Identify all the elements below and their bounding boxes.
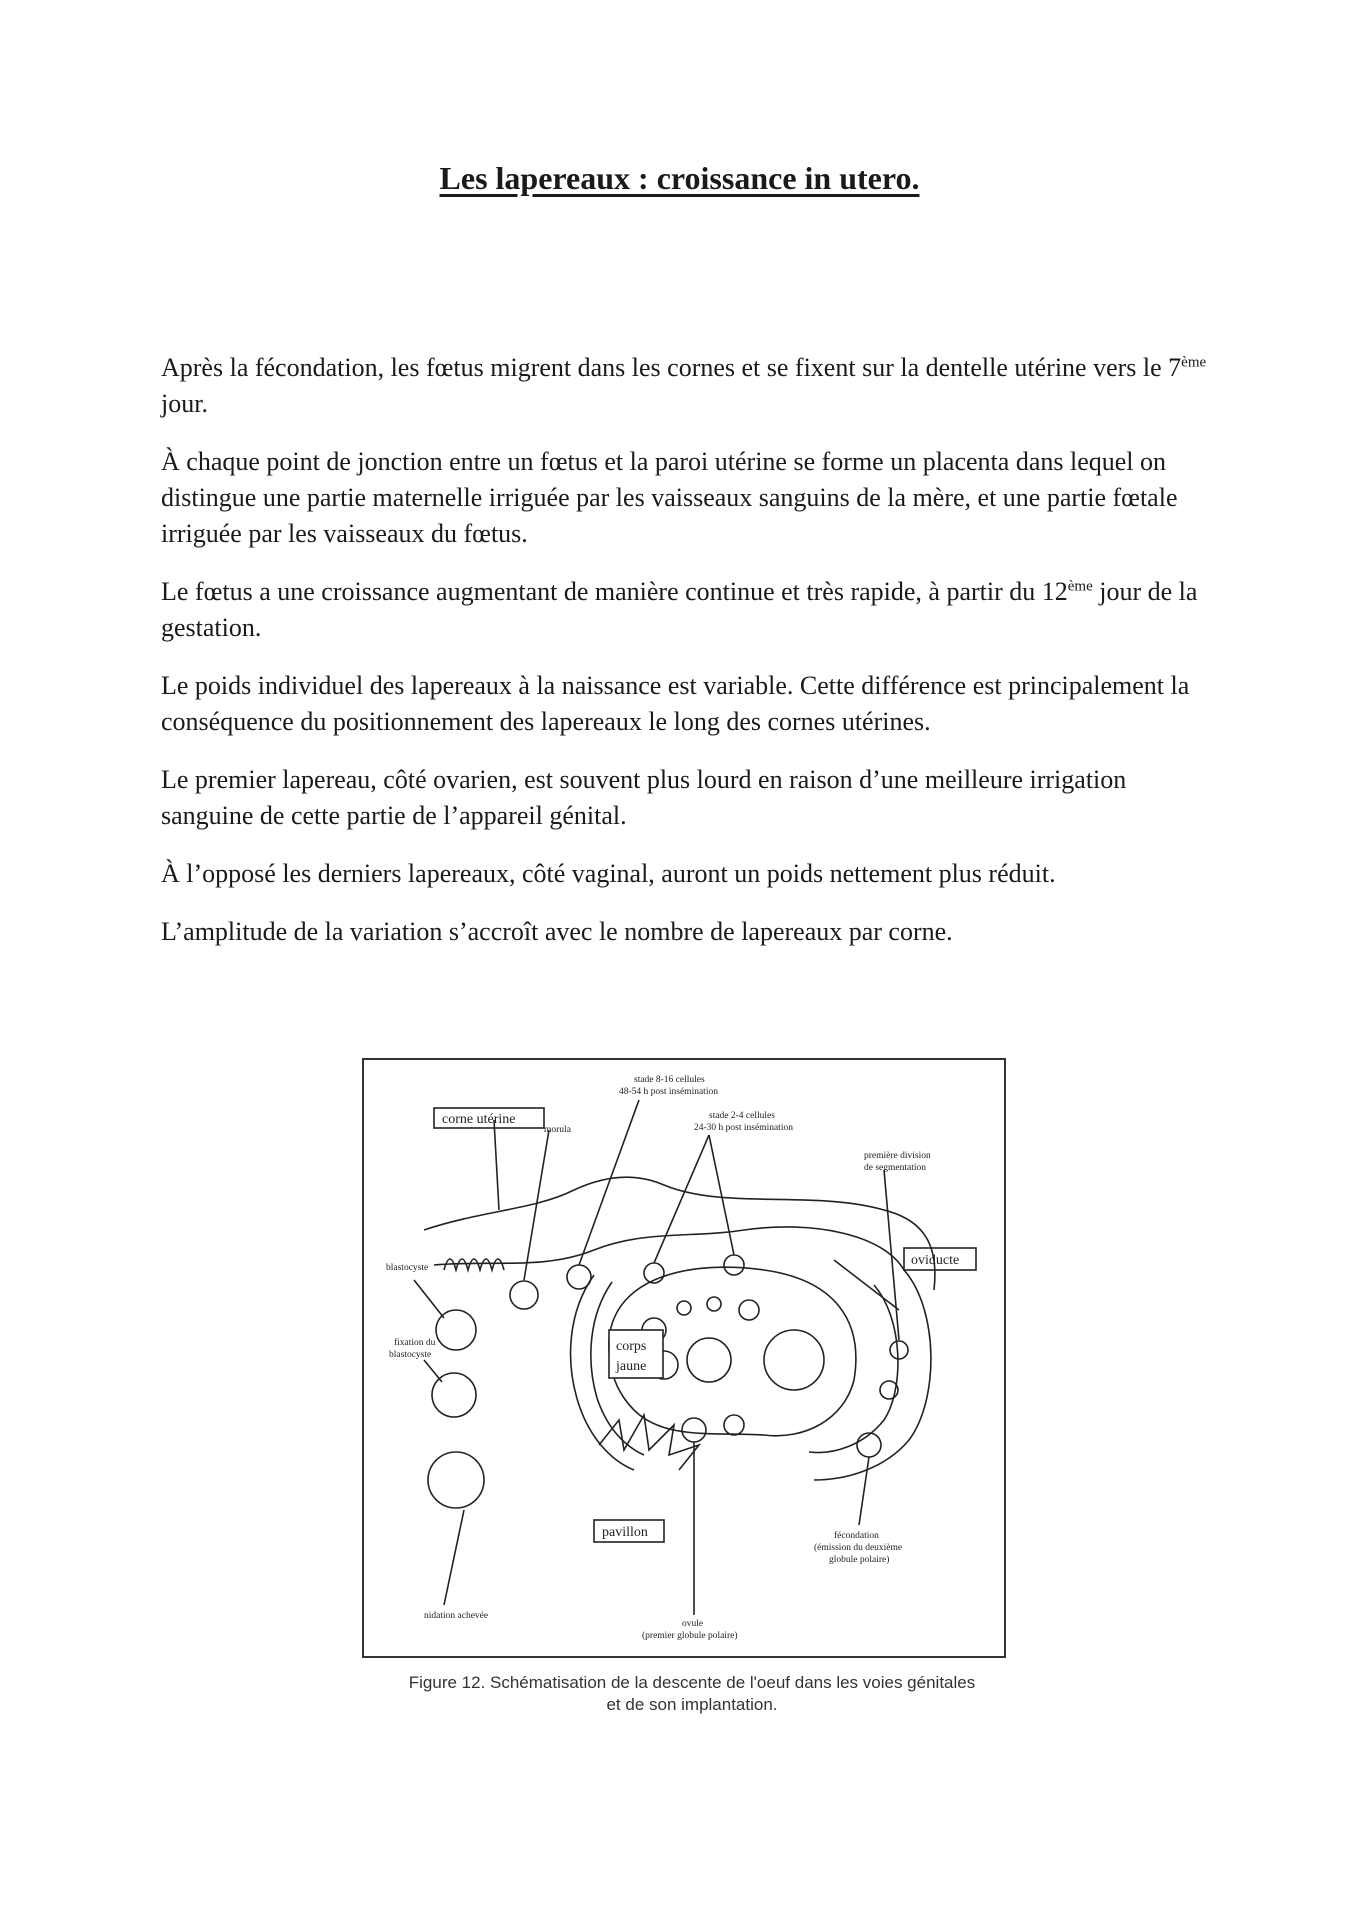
leader-fecondation — [859, 1457, 869, 1525]
leader-nidation — [444, 1510, 464, 1605]
paragraph-1 — [161, 350, 1221, 422]
superscript: ème — [1067, 578, 1093, 595]
label-ovule: ovule — [682, 1619, 704, 1629]
leader-corne — [494, 1120, 499, 1210]
paragraph-3-end: jour de la gestation. — [161, 577, 1198, 642]
paragraph-6: À l’opposé les derniers lapereaux, côté vaginal, auront un poids nettement plus réduit. — [161, 859, 1056, 888]
ovule — [682, 1418, 706, 1442]
label-stade-2-4-time: 24-30 h post insémination — [694, 1123, 793, 1133]
label-stade-2-4: stade 2-4 cellules — [709, 1111, 775, 1121]
embryo-morula — [510, 1281, 538, 1309]
label-fecondation-globule: globule polaire) — [829, 1555, 890, 1565]
reproductive-tract-diagram — [364, 1060, 1004, 1656]
label-corne-uterine: corne utérine — [442, 1112, 516, 1127]
leader-2-4 — [654, 1135, 709, 1263]
embryo-8-16 — [567, 1265, 591, 1289]
caption-line-2: et de son implantation. — [606, 1695, 778, 1714]
embryo-nidation — [428, 1452, 484, 1508]
uterine-wall-outer — [424, 1177, 935, 1290]
label-blastocyste: blastocyste — [386, 1263, 429, 1273]
leader-oviducte — [834, 1260, 899, 1310]
label-morula: morula — [544, 1125, 571, 1135]
label-nidation: nidation achevée — [424, 1611, 489, 1621]
follicle — [707, 1297, 721, 1311]
paragraph-3-text: Le fœtus a une croissance augmentant de manière continue et très rapide, à partir du 12 — [161, 577, 1068, 606]
follicle — [687, 1338, 731, 1382]
body-text — [161, 350, 1221, 972]
label-jaune: jaune — [616, 1359, 647, 1374]
figure-frame — [362, 1058, 1006, 1658]
follicle — [677, 1301, 691, 1315]
paragraph-5: Le premier lapereau, côté ovarien, est souvent plus lourd en raison d’une meilleure irrigation sanguine de cette partie de l’appareil génital. — [161, 765, 1127, 830]
label-fixation-blastocyste: blastocyste — [389, 1350, 432, 1360]
oviduct-outer — [814, 1270, 931, 1480]
paragraph-1-end: jour. — [161, 389, 208, 418]
paragraph-3 — [161, 574, 1221, 646]
label-stade-8-16: stade 8-16 cellules — [634, 1075, 705, 1085]
label-corps: corps — [616, 1339, 647, 1354]
label-fecondation: fécondation — [834, 1531, 879, 1541]
paragraph-1-text: Après la fécondation, les fœtus migrent dans les cornes et se fixent sur la dentelle utérine vers le 7 — [161, 353, 1182, 382]
egg-oviduct — [724, 1415, 744, 1435]
label-ovule-globule: (premier globule polaire) — [642, 1631, 738, 1641]
label-fixation: fixation du — [394, 1338, 436, 1348]
leader-blastocyste — [414, 1280, 444, 1318]
label-fecondation-emission: (émission du deuxième — [814, 1543, 903, 1553]
superscript: ème — [1181, 354, 1207, 371]
embryo-first-division — [724, 1255, 744, 1275]
follicle — [739, 1300, 759, 1320]
label-stade-8-16-time: 48-54 h post insémination — [619, 1087, 718, 1097]
page-title: Les lapereaux : croissance in utero. — [439, 160, 920, 196]
paragraph-4: Le poids individuel des lapereaux à la naissance est variable. Cette différence est principalement la conséquence du positionnement des lapereaux le long des cornes utérines. — [161, 671, 1190, 736]
leader-2-4 — [709, 1135, 734, 1255]
paragraph-2: À chaque point de jonction entre un fœtus et la paroi utérine se forme un placenta dans lequel on distingue une partie maternelle irriguée par les vaisseaux sanguins de la mère, et une partie fœtale irriguée par les vaisseaux du fœtus. — [161, 447, 1178, 548]
egg-oviduct — [890, 1341, 908, 1359]
follicle — [764, 1330, 824, 1390]
egg-fecondation — [857, 1433, 881, 1457]
caption-line-1: Figure 12. Schématisation de la descente de l'oeuf dans les voies génitales — [408, 1673, 976, 1692]
label-pavillon: pavillon — [602, 1525, 648, 1540]
embryo-fixation — [432, 1373, 476, 1417]
label-premiere-division: première division — [864, 1151, 931, 1161]
leader-fixation — [424, 1360, 442, 1382]
paragraph-7: L’amplitude de la variation s’accroît avec le nombre de lapereaux par corne. — [161, 917, 953, 946]
figure-caption — [362, 1672, 1022, 1716]
label-segmentation: de segmentation — [864, 1163, 926, 1173]
label-oviducte: oviducte — [911, 1253, 960, 1268]
leader-first-div — [884, 1170, 899, 1340]
uterine-wall-inner — [434, 1227, 904, 1270]
